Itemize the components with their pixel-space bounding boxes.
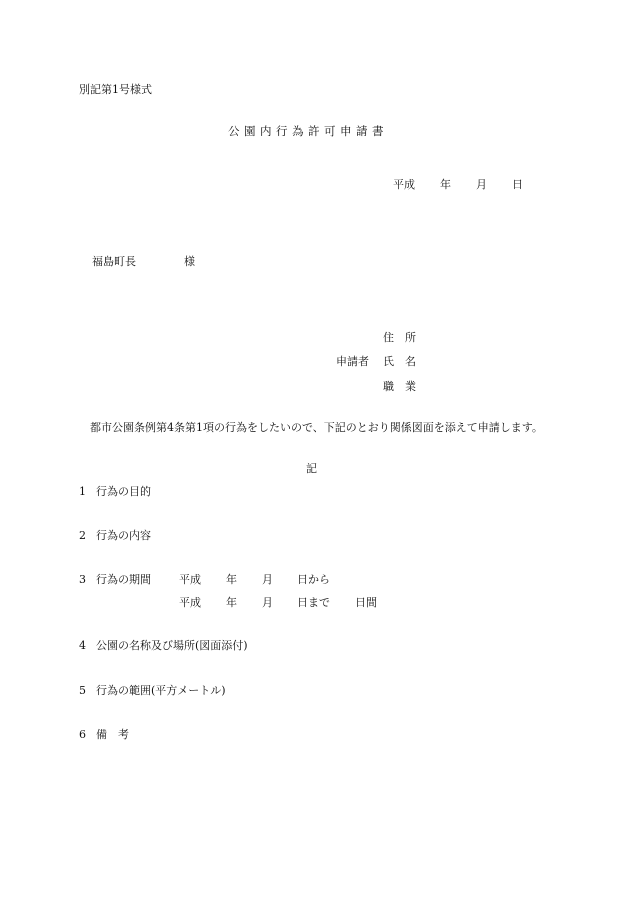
period-to-year: 年 — [226, 596, 237, 609]
item-label: 行為の目的 — [96, 485, 151, 498]
form-number-label: 別記第1号様式 — [79, 83, 152, 96]
item-number: 3 — [79, 573, 86, 586]
item-number: 5 — [79, 684, 86, 697]
applicant-occupation-label: 職 業 — [383, 380, 416, 393]
item-period-end — [79, 597, 549, 611]
applicant-name-label: 氏 名 — [383, 355, 416, 368]
document-title: 公園内行為許可申請書 — [228, 124, 388, 138]
applicant-role-label: 申請者 — [336, 355, 369, 368]
period-to-month: 月 — [262, 596, 273, 609]
item-number: 4 — [79, 639, 86, 652]
date-era: 平成 — [393, 178, 415, 191]
period-from-era: 平成 — [179, 573, 201, 586]
period-from-year: 年 — [226, 573, 237, 586]
item-park-location — [79, 640, 549, 654]
period-from-month: 月 — [262, 573, 273, 586]
applicant-address-label: 住 所 — [383, 331, 416, 344]
ki-heading: 記 — [306, 462, 317, 475]
addressee-name: 福島町長 — [92, 255, 136, 268]
item-label: 行為の期間 — [96, 573, 151, 586]
item-content — [79, 530, 549, 544]
period-from-day: 日から — [297, 573, 330, 586]
period-to-era: 平成 — [179, 596, 201, 609]
item-number: 6 — [79, 728, 86, 741]
item-number: 1 — [79, 485, 86, 498]
item-scope — [79, 685, 549, 699]
item-purpose — [79, 486, 549, 500]
application-date — [393, 179, 533, 193]
date-year: 年 — [440, 178, 451, 191]
item-label: 備 考 — [96, 728, 129, 741]
period-from-row — [79, 574, 549, 588]
application-body-text: 都市公園条例第4条第1項の行為をしたいので、下記のとおり関係図面を添えて申請します。 — [90, 421, 543, 434]
period-to-row — [79, 597, 549, 611]
item-period — [79, 574, 549, 588]
item-label: 行為の範囲(平方メートル) — [96, 684, 226, 697]
period-duration: 日間 — [355, 596, 377, 609]
period-to-day: 日まで — [297, 596, 330, 609]
date-day: 日 — [512, 178, 523, 191]
item-label: 公園の名称及び場所(図面添付) — [96, 639, 248, 652]
addressee-honorific: 様 — [184, 255, 195, 268]
item-label: 行為の内容 — [96, 529, 151, 542]
item-remarks — [79, 729, 549, 743]
date-month: 月 — [476, 178, 487, 191]
item-number: 2 — [79, 529, 86, 542]
